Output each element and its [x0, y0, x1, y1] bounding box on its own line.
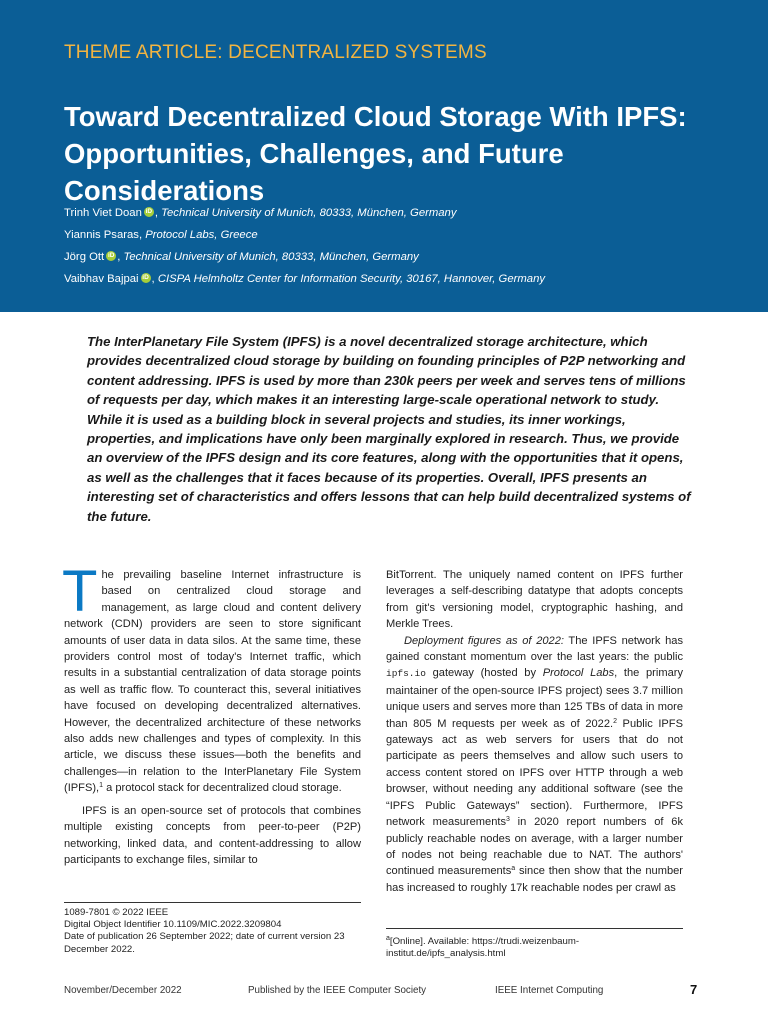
citation-ref[interactable]: 3	[506, 816, 510, 824]
author-name: Yiannis Psaras	[64, 229, 139, 241]
inline-code: ipfs.io	[386, 668, 426, 680]
footnote-divider	[386, 928, 683, 929]
paragraph-text: gateway (hosted by	[425, 667, 543, 680]
footnote-text[interactable]: [Online]. Available: https://trudi.weizenbaum-institut.de/ipfs_analysis.html	[386, 936, 580, 960]
author-entry: Vaibhav Bajpai iD , CISPA Helmholtz Center for Information Security, 30167, Hannover, Germany	[64, 273, 546, 285]
header-banner	[0, 0, 768, 312]
author-affiliation: Technical University of Munich, 80333, München, Germany	[161, 207, 457, 219]
author-name: Trinh Viet Doan	[64, 207, 142, 219]
author-name: Jörg Ott	[64, 251, 105, 263]
footer-date: November/December 2022	[64, 985, 182, 996]
paragraph-heading: Deployment figures as of 2022:	[404, 634, 564, 647]
body-paragraph	[62, 559, 361, 797]
author-affiliation: Technical University of Munich, 80333, München, Germany	[123, 251, 419, 263]
body-column-right	[386, 567, 683, 896]
footnote	[386, 936, 683, 960]
footnote-divider	[64, 902, 361, 903]
footer-journal: IEEE Internet Computing	[495, 985, 604, 996]
body-paragraph: IPFS is an open-source set of protocols that combines multiple existing concepts from peer-to-peer (P2P) networking, linked data, and content-addressing to allow participants to exchange files, similar to	[64, 804, 361, 866]
author-entry: Trinh Viet Doan iD , Technical University of Munich, 80333, München, Germany	[64, 207, 457, 219]
author-entry: Yiannis Psaras, Protocol Labs, Greece	[64, 229, 258, 241]
drop-cap: T	[62, 559, 98, 624]
paragraph-text: since then show that the number has increased to roughly 17k reachable nodes per crawl as	[386, 865, 683, 894]
paragraph-text: he prevailing baseline Internet infrastructure is based on centralized cloud storage and management, as large cloud and content delivery network (CDN) providers are seen to store significant amounts of user data in data silos. At the same time, these providers control most of today's Internet traffic, which results in a substantial centralization of data storage points as well as traffic flow. To counteract this, several initiatives have focused on developing decentralized alternatives. However, the decentralized architecture of these networks also adds new challenges and types of complexity. In this article, we discuss these issues—both the benefits and challenges—in relation to the InterPlanetary File System (IPFS),	[64, 569, 361, 795]
publication-dates: Date of publication 26 September 2022; date of current version 23 December 2022.	[64, 931, 345, 955]
orcid-icon[interactable]: iD	[107, 252, 115, 259]
page-number: 7	[690, 982, 698, 997]
paragraph-text: a protocol stack for decentralized cloud storage.	[103, 782, 342, 795]
author-entry: Jörg Ott iD , Technical University of Munich, 80333, München, Germany	[64, 251, 419, 263]
doi: Digital Object Identifier 10.1109/MIC.2022.3209804	[64, 919, 282, 931]
body-paragraph	[386, 633, 683, 897]
footnote-ref[interactable]: a	[511, 865, 516, 873]
citation-ref[interactable]: 2	[613, 717, 617, 725]
body-column-left	[62, 559, 361, 868]
orcid-icon[interactable]: iD	[142, 274, 149, 281]
publication-info	[64, 907, 361, 956]
article-title: Toward Decentralized Cloud Storage With IPFS: Opportunities, Challenges, and Future Considerations	[64, 101, 687, 206]
theme-label: THEME ARTICLE: DECENTRALIZED SYSTEMS	[64, 42, 487, 63]
paragraph-text: The IPFS network has gained constant momentum over the last years: the public	[386, 634, 683, 664]
org-name: Protocol Labs	[542, 667, 615, 680]
author-name: Vaibhav Bajpai	[64, 273, 139, 285]
paragraph-text: Public IPFS gateways act as web servers for users that do not participate as peers themselves and allow such users to access content stored on IPFS over HTTP through a web browser, without needing any additional software (see the “IPFS Public Gateways” section). Furthermore, IPFS network measurements	[386, 717, 683, 829]
author-affiliation: Protocol Labs, Greece	[145, 229, 258, 241]
author-list	[64, 206, 744, 294]
citation-ref[interactable]: 1	[99, 782, 104, 790]
author-affiliation: CISPA Helmholtz Center for Information Security, 30167, Hannover, Germany	[157, 273, 546, 285]
paragraph-text: , the primary maintainer of the open-source IPFS project) sees 3.7 million unique users and serves more than 125 TBs of data in more than 805 M requests per week as of 2022.	[386, 667, 683, 730]
issn-copyright: 1089-7801 © 2022 IEEE	[64, 907, 169, 918]
orcid-icon[interactable]: iD	[145, 208, 153, 215]
paragraph-text: in 2020 report numbers of 6k publicly reachable nodes on average, with a larger number of nodes not being reachable due to NAT. The authors' continued measurements	[386, 816, 683, 878]
footnote-mark: a	[386, 935, 390, 942]
footer-publisher: Published by the IEEE Computer Society	[248, 985, 427, 996]
body-paragraph: BitTorrent. The uniquely named content on IPFS further leverages a self-describing datatype that adopts concepts from git's versioning model, cryptographic hashing, and Merkle Trees.	[386, 569, 683, 631]
abstract: The InterPlanetary File System (IPFS) is a novel decentralized storage architecture, which provides decentralized cloud storage by building on founding principles of P2P networking and content addressing. IPFS is used by more than 230k peers per week and serves tens of millions of requests per day, which makes it an interesting large-scale operational network to study. While it is used as a building block in several projects and studies, its inner workings, properties, and implications have only been marginally explored in research. Thus, we provide an overview of the IPFS design and its core features, along with the opportunities that it opens, as well as the challenges that it faces because of its properties. Overall, IPFS presents an interesting set of characteristics and offers lessons that can help build decentralized systems of the future.	[87, 334, 691, 524]
